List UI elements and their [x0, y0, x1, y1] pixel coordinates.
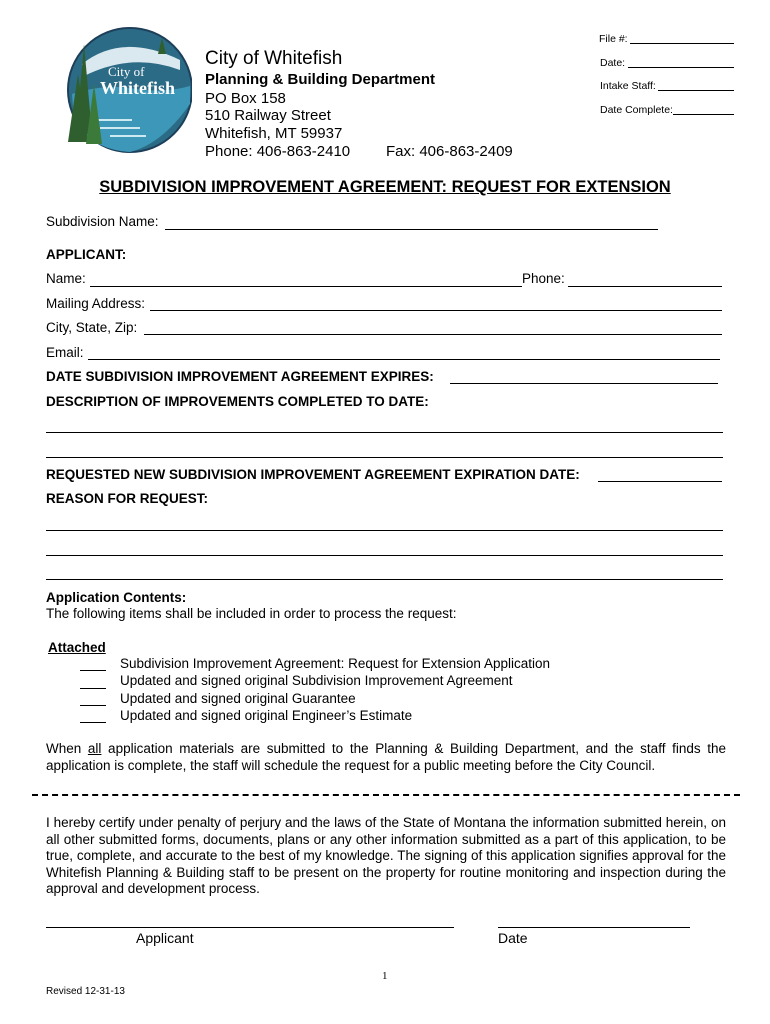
checklist-item: Updated and signed original Engineer’s Estimate	[120, 708, 413, 723]
notice-text-start: When	[46, 741, 88, 756]
new-expiration-date-field[interactable]	[598, 481, 722, 482]
city-state: Whitefish, MT 59937	[205, 125, 343, 142]
reason-label: REASON FOR REQUEST:	[46, 491, 209, 506]
improvements-description-line-2[interactable]	[46, 457, 723, 458]
street-address: 510 Railway Street	[205, 107, 331, 124]
department-name: Planning & Building Department	[205, 71, 436, 88]
contents-heading: Application Contents:	[46, 590, 187, 605]
checklist-item: Subdivision Improvement Agreement: Request for Extension Application	[120, 656, 550, 671]
staff-date-field[interactable]	[628, 67, 734, 68]
section-divider	[32, 794, 740, 796]
page-number: 1	[382, 970, 388, 982]
subdivision-name-label: Subdivision Name:	[46, 214, 159, 229]
revision-date: Revised 12-31-13	[46, 986, 125, 997]
logo-text-line1: City of	[108, 64, 145, 79]
applicant-signature-field[interactable]	[46, 927, 454, 928]
signature-date-label: Date	[498, 930, 528, 946]
date-complete-label: Date Complete:	[600, 104, 673, 116]
city-state-zip-field[interactable]	[144, 334, 722, 335]
phone-number: Phone: 406-863-2410	[205, 143, 351, 160]
checklist-blank[interactable]	[80, 722, 106, 723]
checklist-item: Updated and signed original Guarantee	[120, 691, 356, 706]
file-number-label: File #:	[599, 33, 628, 45]
reason-line-3[interactable]	[46, 579, 723, 580]
mailing-address-label: Mailing Address:	[46, 296, 146, 311]
attached-label: Attached	[48, 640, 106, 655]
reason-line-2[interactable]	[46, 555, 723, 556]
notice-text-end: application materials are submitted to the Planning & Building Department, and the staff finds the application is complete, the staff will schedule the request for a public meeting before the City Council.	[46, 741, 726, 773]
logo-text-line2: Whitefish	[100, 78, 176, 98]
checklist-blank[interactable]	[80, 705, 106, 706]
improvements-description-line-1[interactable]	[46, 432, 723, 433]
intake-staff-field[interactable]	[658, 90, 734, 91]
mailing-address-field[interactable]	[150, 310, 722, 311]
city-state-zip-label: City, State, Zip:	[46, 320, 138, 335]
contents-intro: The following items shall be included in order to process the request:	[46, 606, 457, 621]
improvements-description-label: DESCRIPTION OF IMPROVEMENTS COMPLETED TO DATE:	[46, 394, 429, 409]
name-label: Name:	[46, 271, 86, 286]
expiration-date-label: DATE SUBDIVISION IMPROVEMENT AGREEMENT EXPIRES:	[46, 369, 434, 384]
date-complete-field[interactable]	[673, 114, 734, 115]
expiration-date-field[interactable]	[450, 383, 718, 384]
checklist-blank[interactable]	[80, 670, 106, 671]
signature-date-field[interactable]	[498, 927, 690, 928]
subdivision-name-field[interactable]	[165, 229, 658, 230]
email-field[interactable]	[88, 359, 720, 360]
city-logo	[62, 24, 192, 156]
file-number-field[interactable]	[630, 43, 734, 44]
po-box: PO Box 158	[205, 90, 286, 107]
staff-date-label: Date:	[600, 57, 626, 69]
checklist-item: Updated and signed original Subdivision Improvement Agreement	[120, 673, 513, 688]
new-expiration-date-label: REQUESTED NEW SUBDIVISION IMPROVEMENT AGREEMENT EXPIRATION DATE:	[46, 467, 580, 482]
applicant-heading: APPLICANT:	[46, 247, 127, 262]
phone-field[interactable]	[568, 286, 722, 287]
submission-notice	[46, 741, 726, 774]
fax-number: Fax: 406-863-2409	[386, 143, 513, 160]
phone-label: Phone:	[522, 271, 565, 286]
certification-text: I hereby certify under penalty of perjury and the laws of the State of Montana the information submitted herein, on all other submitted forms, documents, plans or any other information submitted as a part of this application, to be true, complete, and accurate to the best of my knowledge. The signing of this application signifies approval for the Whitefish Planning & Building staff to be present on the property for routine monitoring and inspection during the approval and development process.	[46, 815, 726, 896]
applicant-signature-label: Applicant	[136, 930, 194, 946]
name-field[interactable]	[90, 286, 522, 287]
checklist-blank[interactable]	[80, 688, 106, 689]
city-name: City of Whitefish	[205, 48, 343, 69]
form-title: SUBDIVISION IMPROVEMENT AGREEMENT: REQUEST FOR EXTENSION	[99, 178, 671, 196]
notice-emphasis: all	[87, 741, 102, 756]
email-label: Email:	[46, 345, 84, 360]
intake-staff-label: Intake Staff:	[600, 80, 656, 92]
reason-line-1[interactable]	[46, 530, 723, 531]
